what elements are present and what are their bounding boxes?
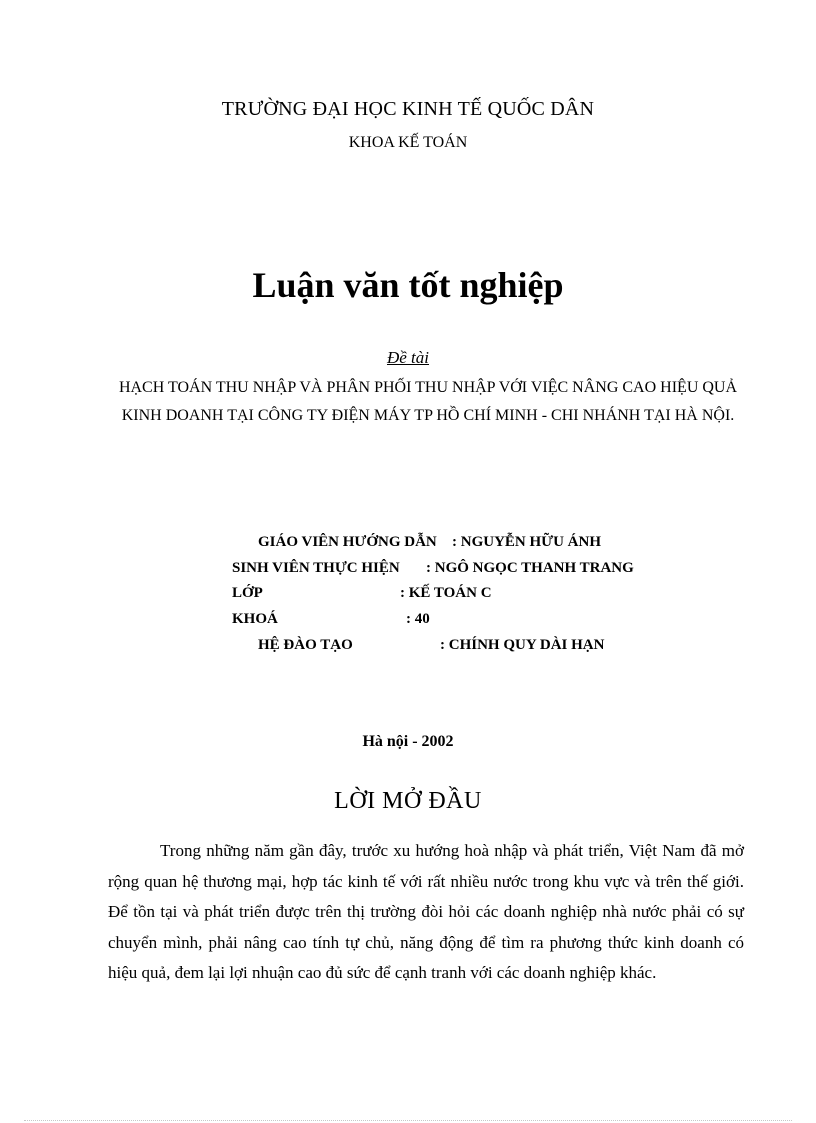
info-row-class bbox=[0, 585, 816, 605]
advisor-label: GIÁO VIÊN HƯỚNG DẪN bbox=[258, 534, 437, 550]
cohort-label: KHOÁ bbox=[232, 611, 278, 627]
place-date: Hà nội - 2002 bbox=[362, 733, 454, 750]
student-label: SINH VIÊN THỰC HIỆN bbox=[232, 560, 400, 576]
info-row-advisor bbox=[0, 534, 816, 554]
program-value: : CHÍNH QUY DÀI HẠN bbox=[440, 637, 605, 653]
advisor-value: : NGUYỄN HỮU ÁNH bbox=[452, 534, 602, 550]
topic-text: HẠCH TOÁN THU NHẬP VÀ PHÂN PHỐI THU NHẬP VỚI VIỆC NÂNG CAO HIỆU QUẢ KINH DOANH TẠI CÔNG TY ĐIỆN MÁY TP HỒ CHÍ MINH - CHI NHÁNH TẠI HÀ NỘI. bbox=[118, 379, 738, 424]
topic-label: Đề tài bbox=[386, 348, 430, 367]
page-bottom-divider bbox=[24, 1120, 792, 1121]
info-row-cohort bbox=[0, 611, 816, 631]
info-row-student bbox=[0, 560, 816, 580]
introduction-heading: LỜI MỞ ĐẦU bbox=[334, 788, 482, 814]
cohort-value: : 40 bbox=[406, 611, 430, 627]
program-label: HỆ ĐÀO TẠO bbox=[258, 637, 353, 653]
university-name: TRƯỜNG ĐẠI HỌC KINH TẾ QUỐC DÂN bbox=[221, 98, 595, 120]
info-row-program bbox=[0, 637, 816, 657]
faculty-name: KHOA KẾ TOÁN bbox=[348, 134, 468, 151]
introduction-paragraph: Trong những năm gần đây, trước xu hướng hoà nhập và phát triển, Việt Nam đã mở rộng quan hệ thương mại, hợp tác kinh tế với rất nhiều nước trong khu vực và trên thế giới. Để tồn tại và phát triển được trên thị trường đòi hỏi các doanh nghiệp nhà nước phải có sự chuyển mình, phải nâng cao tính tự chủ, năng động để tìm ra phương thức kinh doanh có hiệu quả, đem lại lợi nhuận cao đủ sức để cạnh tranh với các doanh nghiệp khác. bbox=[108, 841, 744, 982]
class-label: LỚP bbox=[232, 585, 263, 601]
thesis-title: Luận văn tốt nghiệp bbox=[252, 265, 564, 305]
student-value: : NGÔ NGỌC THANH TRANG bbox=[426, 560, 634, 576]
class-value: : KẾ TOÁN C bbox=[400, 585, 492, 601]
